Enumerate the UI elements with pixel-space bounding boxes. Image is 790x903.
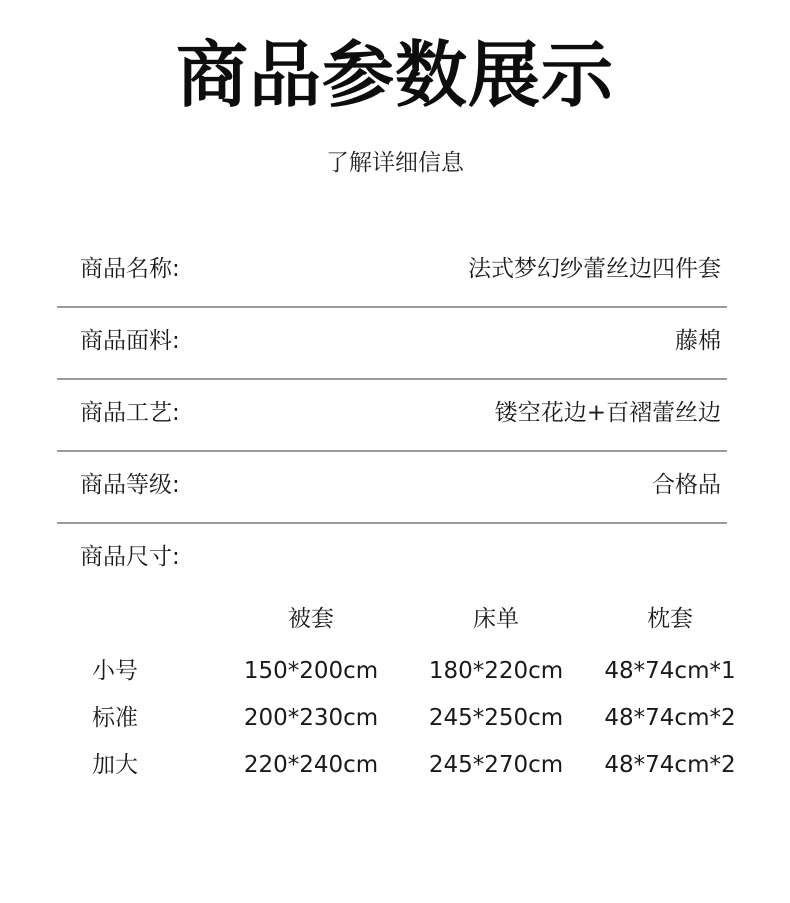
page-title: 商品参数展示 xyxy=(175,33,614,117)
row-header: 加大 xyxy=(92,752,138,778)
param-row-fabric xyxy=(57,308,727,380)
page-subtitle: 了解详细信息 xyxy=(326,150,464,176)
param-value: 藤棉 xyxy=(675,328,721,354)
param-row-size xyxy=(57,524,727,596)
column-header: 被套 xyxy=(288,606,334,632)
row-header: 标准 xyxy=(92,705,138,731)
table-cell: 220*240cm xyxy=(243,752,379,778)
param-row-craft xyxy=(57,380,727,452)
param-label: 商品等级: xyxy=(80,472,180,498)
table-cell: 48*74cm*2 xyxy=(604,705,736,731)
param-row-name xyxy=(57,236,727,308)
column-header: 床单 xyxy=(473,606,519,632)
column-header: 枕套 xyxy=(647,606,693,632)
table-cell: 180*220cm xyxy=(428,658,564,684)
table-cell: 245*270cm xyxy=(428,752,564,778)
table-cell: 245*250cm xyxy=(428,705,564,731)
size-table xyxy=(0,596,790,796)
row-header: 小号 xyxy=(92,658,138,684)
param-value: 法式梦幻纱蕾丝边四件套 xyxy=(468,256,721,282)
param-label: 商品尺寸: xyxy=(80,544,180,570)
param-value: 合格品 xyxy=(652,472,721,498)
table-cell: 150*200cm xyxy=(243,658,379,684)
param-label: 商品工艺: xyxy=(80,400,180,426)
param-label: 商品面料: xyxy=(80,328,180,354)
param-row-grade xyxy=(57,452,727,524)
table-cell: 200*230cm xyxy=(243,705,379,731)
table-cell: 48*74cm*2 xyxy=(604,752,736,778)
param-label: 商品名称: xyxy=(80,256,180,282)
param-value: 镂空花边+百褶蕾丝边 xyxy=(494,400,721,426)
table-cell: 48*74cm*1 xyxy=(604,658,736,684)
param-list xyxy=(57,236,727,596)
